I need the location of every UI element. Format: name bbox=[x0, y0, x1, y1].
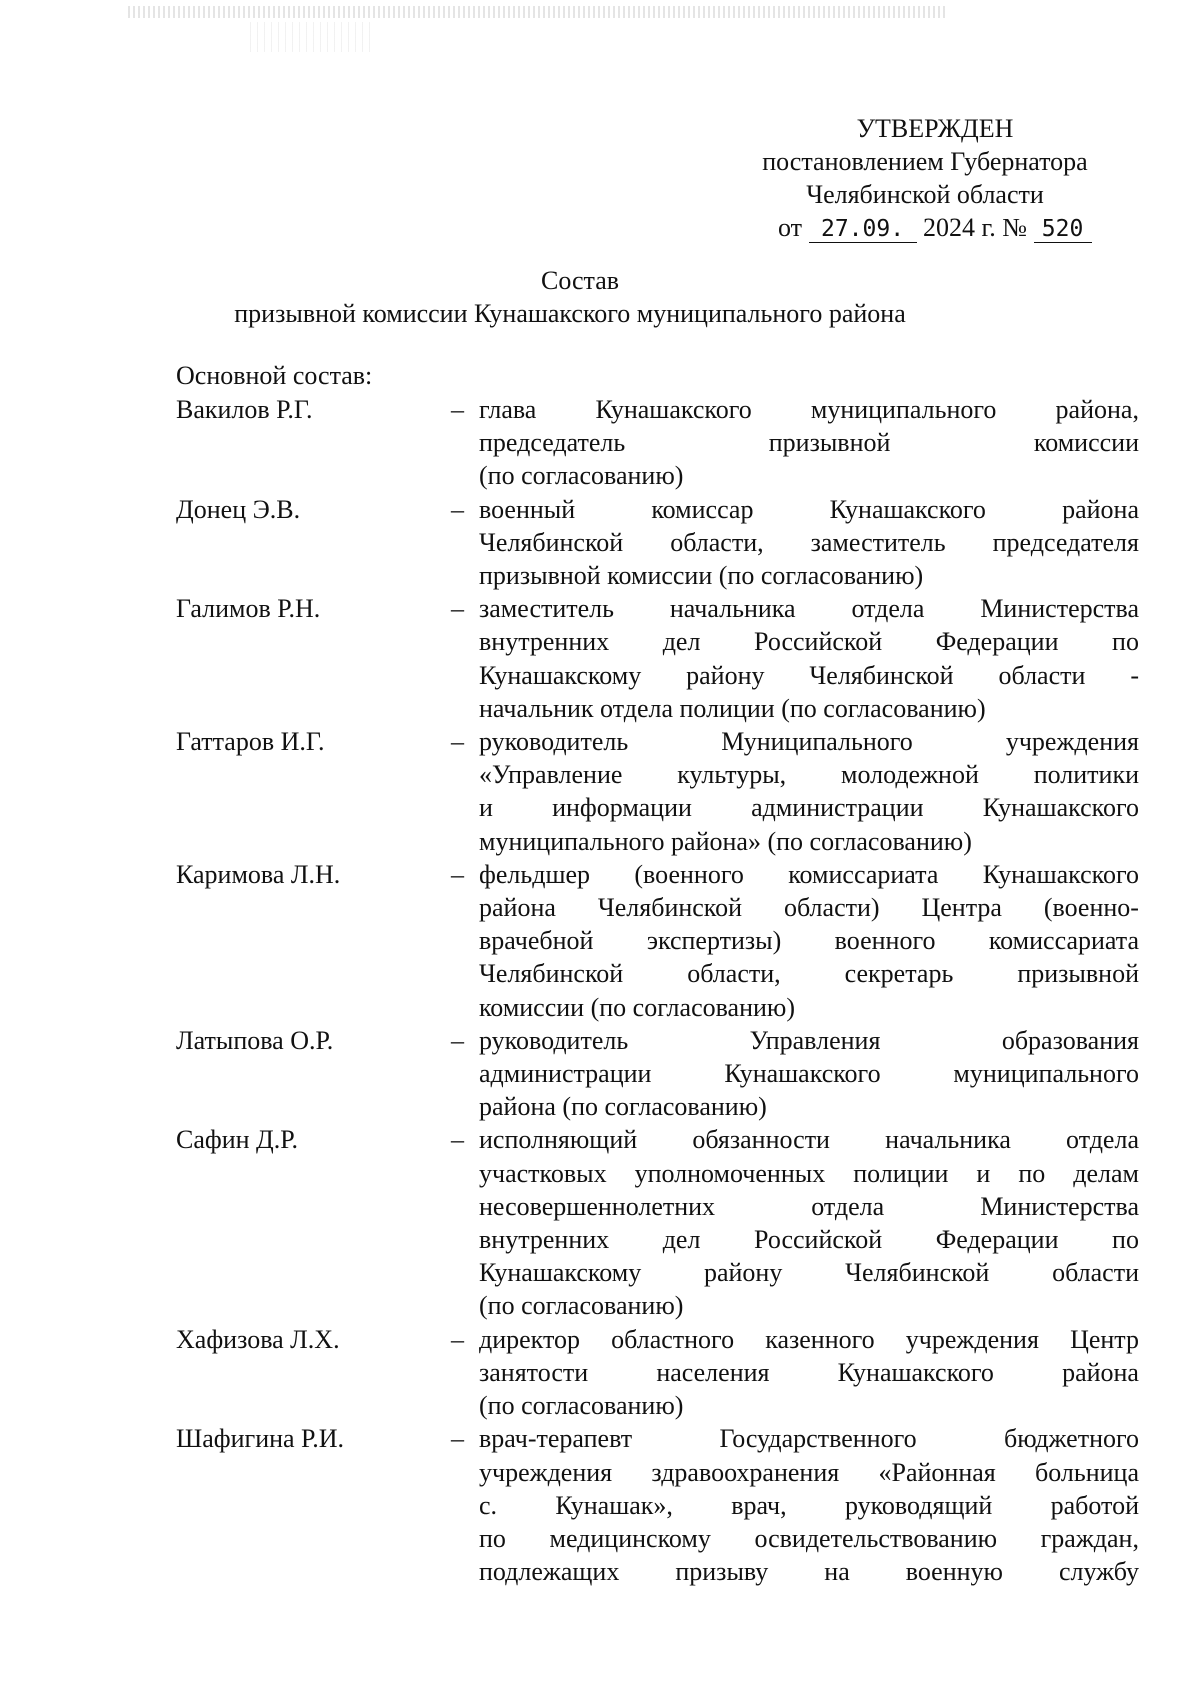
word: заместитель bbox=[810, 527, 946, 557]
member-description-line bbox=[479, 1190, 1139, 1223]
word: Министерства bbox=[980, 594, 1139, 624]
word: участковых bbox=[479, 1158, 607, 1188]
member-description-line bbox=[479, 1024, 1139, 1057]
member-row bbox=[176, 858, 1140, 1024]
word: дел bbox=[662, 627, 701, 657]
member-description-line bbox=[479, 758, 1139, 791]
word: военного bbox=[834, 926, 936, 956]
member-description-line bbox=[479, 791, 1139, 824]
member-description-line bbox=[479, 1522, 1139, 1555]
word: больница bbox=[1035, 1457, 1139, 1487]
approval-line-region: Челябинской области bbox=[806, 180, 1044, 209]
word: обязанности bbox=[692, 1125, 830, 1155]
word: уполномоченных bbox=[634, 1158, 826, 1188]
member-name: Гаттаров И.Г. bbox=[176, 727, 325, 757]
word: делам bbox=[1073, 1158, 1139, 1188]
word: - bbox=[1130, 660, 1139, 690]
word: руководитель bbox=[479, 727, 629, 757]
word: образования bbox=[1001, 1025, 1139, 1055]
member-name: Каримова Л.Н. bbox=[176, 859, 341, 889]
members-list bbox=[176, 393, 1140, 1588]
word: комиссии bbox=[1033, 428, 1139, 458]
word: Государственного bbox=[719, 1424, 917, 1454]
word: военную bbox=[905, 1557, 1003, 1587]
word: Российской bbox=[754, 1225, 883, 1255]
member-description-line bbox=[479, 1456, 1139, 1489]
word: культуры, bbox=[677, 760, 787, 790]
word: района bbox=[479, 893, 556, 923]
word: по bbox=[479, 1523, 506, 1553]
member-description-line bbox=[479, 1356, 1139, 1389]
member-name: Хафизова Л.Х. bbox=[176, 1324, 340, 1354]
word: и bbox=[976, 1158, 991, 1188]
word: администрации bbox=[751, 793, 924, 823]
word: глава bbox=[479, 395, 537, 424]
word: Челябинской bbox=[809, 660, 954, 690]
member-row bbox=[176, 1422, 1140, 1588]
word: Челябинской bbox=[479, 527, 624, 557]
member-row bbox=[176, 393, 1140, 493]
word: призывной bbox=[1017, 959, 1139, 989]
word: казенного bbox=[765, 1324, 875, 1354]
word: экспертизы) bbox=[646, 926, 782, 956]
word: директор bbox=[479, 1324, 580, 1354]
word: здравоохранения bbox=[651, 1457, 840, 1487]
word: врач-терапевт bbox=[479, 1424, 633, 1454]
word: Федерации bbox=[935, 1225, 1059, 1255]
approval-line-resolution: постановлением Губернатора bbox=[762, 147, 1088, 176]
member-dash: – bbox=[451, 494, 464, 524]
member-description-line bbox=[479, 1323, 1139, 1356]
word: Кунашакского bbox=[837, 1357, 994, 1387]
word: муниципального bbox=[810, 395, 997, 424]
title-line-1: Состав bbox=[540, 266, 620, 295]
word: (военного bbox=[634, 859, 744, 889]
word: комиссариата bbox=[988, 926, 1139, 956]
member-description-line bbox=[479, 592, 1139, 625]
member-description-line bbox=[479, 725, 1139, 758]
word: несовершеннолетних bbox=[479, 1191, 716, 1221]
member-row bbox=[176, 725, 1140, 858]
member-row bbox=[176, 592, 1140, 725]
member-description-line bbox=[479, 393, 1139, 426]
word: учреждения bbox=[905, 1324, 1039, 1354]
member-row bbox=[176, 1024, 1140, 1124]
word: Федерации bbox=[935, 627, 1059, 657]
word: комиссар bbox=[651, 494, 754, 524]
word: отдела bbox=[851, 594, 925, 624]
member-name: Латыпова О.Р. bbox=[176, 1025, 334, 1055]
word: Центр bbox=[1070, 1324, 1139, 1354]
word: Кунашакского bbox=[724, 1059, 881, 1089]
member-description bbox=[479, 858, 1139, 1024]
word: информации bbox=[552, 793, 692, 823]
member-description-line: (по согласованию) bbox=[479, 461, 684, 491]
word: Кунашакского bbox=[982, 793, 1139, 823]
member-description bbox=[479, 725, 1139, 858]
word: исполняющий bbox=[479, 1125, 638, 1155]
word: полиции bbox=[853, 1158, 949, 1188]
word: секретарь bbox=[844, 959, 954, 989]
member-description-line bbox=[479, 526, 1139, 559]
member-description-line bbox=[479, 1123, 1139, 1156]
member-name: Галимов Р.Н. bbox=[176, 594, 321, 624]
member-description bbox=[479, 592, 1139, 725]
word: отдела bbox=[811, 1191, 885, 1221]
member-row bbox=[176, 493, 1140, 593]
word: внутренних bbox=[479, 627, 610, 657]
word: председателя bbox=[992, 527, 1139, 557]
member-description-line bbox=[479, 1555, 1139, 1588]
approval-block bbox=[700, 112, 1150, 244]
word: области, bbox=[670, 527, 764, 557]
member-description-line bbox=[479, 1256, 1139, 1289]
approval-date-line bbox=[700, 211, 1150, 244]
word: службу bbox=[1058, 1557, 1139, 1587]
word: Центра bbox=[921, 893, 1002, 923]
word: руководящий bbox=[844, 1490, 993, 1520]
word: по bbox=[1112, 1225, 1139, 1255]
word: Челябинской bbox=[597, 893, 743, 923]
word: врач, bbox=[731, 1490, 787, 1520]
scan-artifact bbox=[250, 22, 370, 52]
word: бюджетного bbox=[1003, 1424, 1139, 1454]
member-dash: – bbox=[451, 1125, 464, 1155]
scan-artifact bbox=[128, 6, 948, 18]
word: отдела bbox=[1066, 1125, 1139, 1155]
title-line-2: призывной комиссии Кунашакского муниципального района bbox=[234, 299, 906, 328]
word: области bbox=[998, 660, 1086, 690]
word: Кунашакскому bbox=[479, 1258, 642, 1288]
member-name: Вакилов Р.Г. bbox=[176, 395, 313, 424]
word: (военно- bbox=[1043, 893, 1139, 923]
word: на bbox=[824, 1557, 850, 1587]
approval-year-number-label: 2024 г. № bbox=[923, 213, 1028, 242]
member-description-line bbox=[479, 891, 1139, 924]
member-description-line bbox=[479, 493, 1139, 526]
word: фельдшер bbox=[479, 859, 591, 889]
word: молодежной bbox=[840, 760, 979, 790]
word: председатель bbox=[479, 428, 626, 458]
word: подлежащих bbox=[479, 1557, 620, 1587]
word: по bbox=[1018, 1158, 1046, 1188]
member-dash: – bbox=[451, 1025, 464, 1055]
word: Челябинской bbox=[479, 959, 624, 989]
word: комиссариата bbox=[788, 859, 939, 889]
member-description-line bbox=[479, 1223, 1139, 1256]
word: администрации bbox=[479, 1059, 652, 1089]
member-description-line bbox=[479, 1057, 1139, 1090]
member-row bbox=[176, 1123, 1140, 1322]
word: и bbox=[479, 793, 493, 823]
member-description-line bbox=[479, 1422, 1139, 1455]
member-description-line: муниципального района» (по согласованию) bbox=[479, 826, 972, 856]
member-description-line: призывной комиссии (по согласованию) bbox=[479, 561, 924, 591]
member-dash: – bbox=[451, 594, 464, 624]
word: Кунашак», bbox=[555, 1490, 673, 1520]
member-row bbox=[176, 1323, 1140, 1423]
member-dash: – bbox=[451, 727, 464, 757]
member-dash: – bbox=[451, 859, 464, 889]
word: району bbox=[703, 1258, 783, 1288]
word: руководитель bbox=[479, 1025, 629, 1055]
word: по bbox=[1112, 627, 1139, 657]
member-description bbox=[479, 1422, 1139, 1588]
word: граждан, bbox=[1040, 1523, 1139, 1553]
member-dash: – bbox=[451, 395, 464, 424]
member-description-line: начальник отдела полиции (по согласованию) bbox=[479, 693, 986, 723]
word: области bbox=[1052, 1258, 1139, 1288]
approval-from-label: от bbox=[778, 213, 803, 242]
word: Кунашакского bbox=[982, 859, 1139, 889]
member-description bbox=[479, 1024, 1139, 1124]
word: заместитель bbox=[479, 594, 615, 624]
member-name: Сафин Д.Р. bbox=[176, 1125, 299, 1155]
approval-number: 520 bbox=[1034, 216, 1092, 243]
word: району bbox=[686, 660, 765, 690]
member-description-line: комиссии (по согласованию) bbox=[479, 992, 795, 1022]
member-description-line bbox=[479, 1489, 1139, 1522]
member-description bbox=[479, 1123, 1139, 1322]
member-description-line: (по согласованию) bbox=[479, 1391, 684, 1421]
word: Кунашакского bbox=[829, 494, 986, 524]
member-name: Донец Э.В. bbox=[176, 494, 301, 524]
member-description bbox=[479, 493, 1139, 593]
word: военный bbox=[479, 494, 576, 524]
word: занятости bbox=[479, 1357, 589, 1387]
member-name: Шафигина Р.И. bbox=[176, 1424, 345, 1454]
member-dash: – bbox=[451, 1324, 464, 1354]
word: муниципального bbox=[953, 1059, 1139, 1089]
word: начальника bbox=[885, 1125, 1011, 1155]
member-description-line: района (по согласованию) bbox=[479, 1092, 767, 1122]
member-dash: – bbox=[451, 1424, 464, 1454]
member-description-line bbox=[479, 858, 1139, 891]
word: освидетельствованию bbox=[754, 1523, 998, 1553]
member-description-line bbox=[479, 1157, 1139, 1190]
word: «Управление bbox=[479, 760, 623, 790]
word: призыву bbox=[675, 1557, 769, 1587]
approval-title: УТВЕРЖДЕН bbox=[856, 114, 1014, 143]
word: начальника bbox=[669, 594, 796, 624]
word: с. bbox=[479, 1490, 498, 1520]
approval-date: 27.09. bbox=[809, 216, 917, 243]
word: призывной bbox=[768, 428, 891, 458]
word: Муниципального bbox=[721, 727, 913, 757]
word: Министерства bbox=[980, 1191, 1139, 1221]
word: областного bbox=[611, 1324, 735, 1354]
word: населения bbox=[656, 1357, 770, 1387]
word: области, bbox=[687, 959, 781, 989]
word: Челябинской bbox=[845, 1258, 990, 1288]
word: медицинскому bbox=[549, 1523, 711, 1553]
member-description bbox=[479, 1323, 1139, 1423]
member-description-line bbox=[479, 426, 1139, 459]
word: района bbox=[1062, 494, 1139, 524]
word: района bbox=[1062, 1357, 1139, 1387]
word: врачебной bbox=[479, 926, 594, 956]
document-title bbox=[0, 264, 1200, 330]
word: работой bbox=[1050, 1490, 1139, 1520]
word: района, bbox=[1055, 395, 1139, 424]
member-description-line bbox=[479, 924, 1139, 957]
word: Управления bbox=[749, 1025, 881, 1055]
member-description-line bbox=[479, 957, 1139, 990]
word: учреждения bbox=[1005, 727, 1139, 757]
word: области) bbox=[783, 893, 880, 923]
word: «Районная bbox=[878, 1457, 996, 1487]
member-description bbox=[479, 393, 1139, 493]
word: политики bbox=[1033, 760, 1139, 790]
member-description-line bbox=[479, 625, 1139, 658]
member-description-line: (по согласованию) bbox=[479, 1291, 684, 1321]
section-label: Основной состав: bbox=[176, 361, 373, 390]
word: учреждения bbox=[479, 1457, 613, 1487]
member-description-line bbox=[479, 659, 1139, 692]
word: Кунашакскому bbox=[479, 660, 642, 690]
word: внутренних bbox=[479, 1225, 610, 1255]
word: Российской bbox=[754, 627, 883, 657]
word: Кунашакского bbox=[595, 395, 752, 424]
word: дел bbox=[662, 1225, 701, 1255]
